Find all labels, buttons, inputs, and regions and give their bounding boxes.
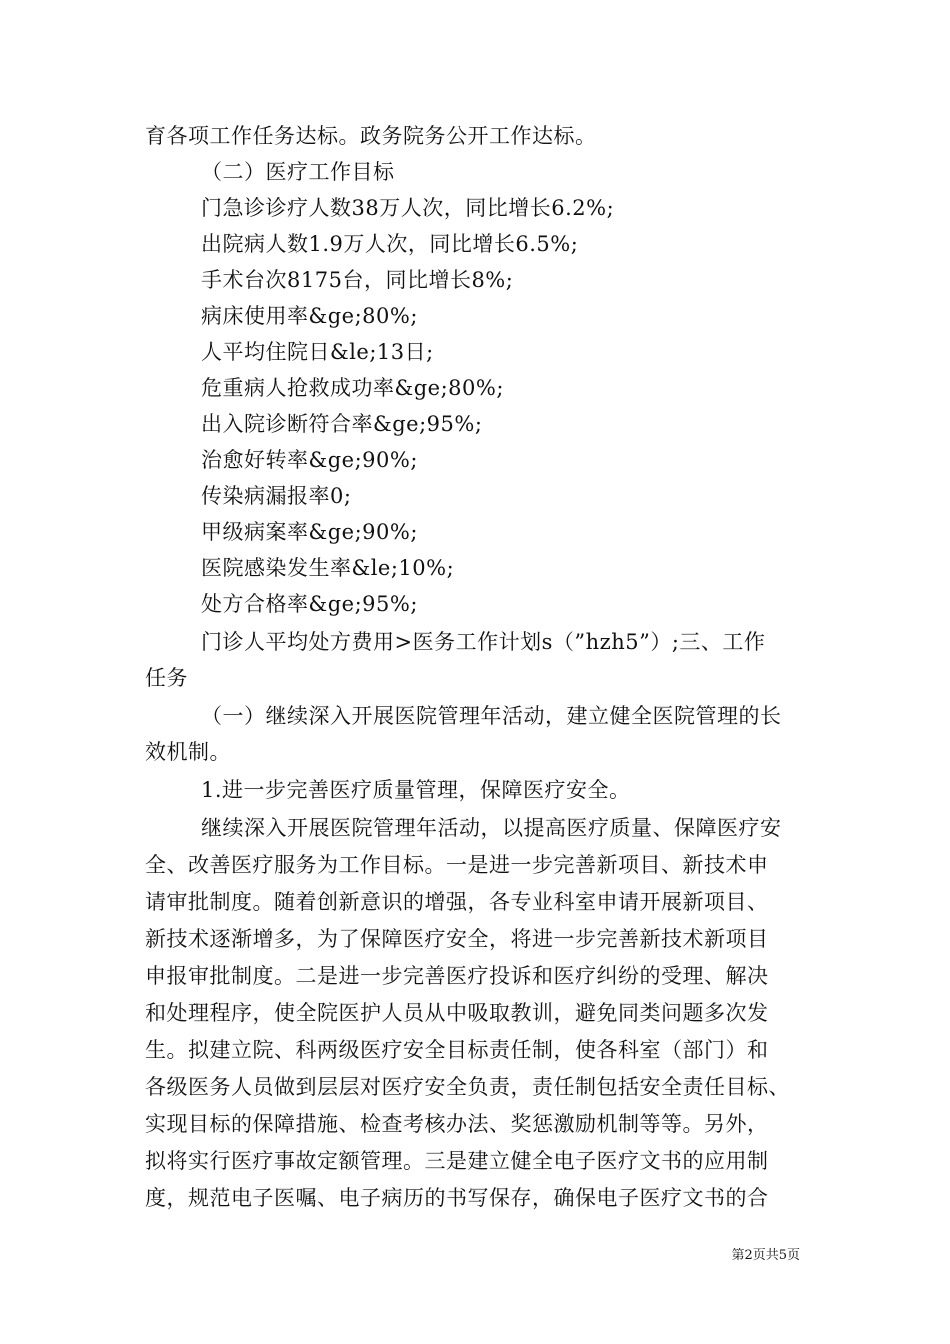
paragraph-line: 和处理程序，使全院医护人员从中吸取教训，避免同类问题多次发 <box>145 1001 769 1025</box>
target-item: 医院感染发生率&le;10%; <box>201 556 455 580</box>
target-item: 危重病人抢救成功率&ge;80%; <box>201 376 504 400</box>
target-item: 出院病人数1.9万人次，同比增长6.5%; <box>201 232 579 256</box>
text-line: 任务 <box>145 666 188 690</box>
paragraph-line: 实现目标的保障措施、检查考核办法、奖惩激励机制等等。另外， <box>145 1112 769 1136</box>
paragraph-line: 继续深入开展医院管理年活动，以提高医疗质量、保障医疗安 <box>201 816 782 840</box>
subsection-heading: 1.进一步完善医疗质量管理，保障医疗安全。 <box>201 778 631 802</box>
text-line: 育各项工作任务达标。政务院务公开工作达标。 <box>145 124 597 148</box>
paragraph-line: 申报审批制度。二是进一步完善医疗投诉和医疗纠纷的受理、解决 <box>145 964 769 988</box>
paragraph-line: 全、改善医疗服务为工作目标。一是进一步完善新项目、新技术申 <box>145 853 769 877</box>
paragraph-line: 各级医务人员做到层层对医疗安全负责，责任制包括安全责任目标、 <box>145 1075 790 1099</box>
target-item: 人平均住院日&le;13日; <box>201 340 434 364</box>
paragraph-line: 新技术逐渐增多，为了保障医疗安全，将进一步完善新技术新项目 <box>145 927 769 951</box>
section-heading: （二）医疗工作目标 <box>201 160 395 184</box>
paragraph-line: 请审批制度。随着创新意识的增强，各专业科室申请开展新项目、 <box>145 890 769 914</box>
target-item: 治愈好转率&ge;90%; <box>201 448 418 472</box>
target-item: 甲级病案率&ge;90%; <box>201 520 418 544</box>
text-line: 效机制。 <box>145 740 231 764</box>
page-number: 第2页共5页 <box>731 1248 800 1263</box>
paragraph-line: 拟将实行医疗事故定额管理。三是建立健全电子医疗文书的应用制 <box>145 1149 769 1173</box>
target-item: 出入院诊断符合率&ge;95%; <box>201 412 483 436</box>
paragraph-line: 生。拟建立院、科两级医疗安全目标责任制，使各科室（部门）和 <box>145 1038 769 1062</box>
target-item: 传染病漏报率0; <box>201 484 352 508</box>
target-item: 手术台次8175台，同比增长8%; <box>201 268 514 292</box>
section-heading: （一）继续深入开展医院管理年活动，建立健全医院管理的长 <box>201 704 782 728</box>
target-item: 处方合格率&ge;95%; <box>201 592 418 616</box>
paragraph-line: 度，规范电子医嘱、电子病历的书写保存，确保电子医疗文书的合 <box>145 1186 769 1210</box>
target-item: 门急诊诊疗人数38万人次，同比增长6.2%; <box>201 196 615 220</box>
target-item: 病床使用率&ge;80%; <box>201 304 418 328</box>
text-line: 门诊人平均处方费用>医务工作计划s（”hzh5”）;三、工作 <box>201 630 766 654</box>
